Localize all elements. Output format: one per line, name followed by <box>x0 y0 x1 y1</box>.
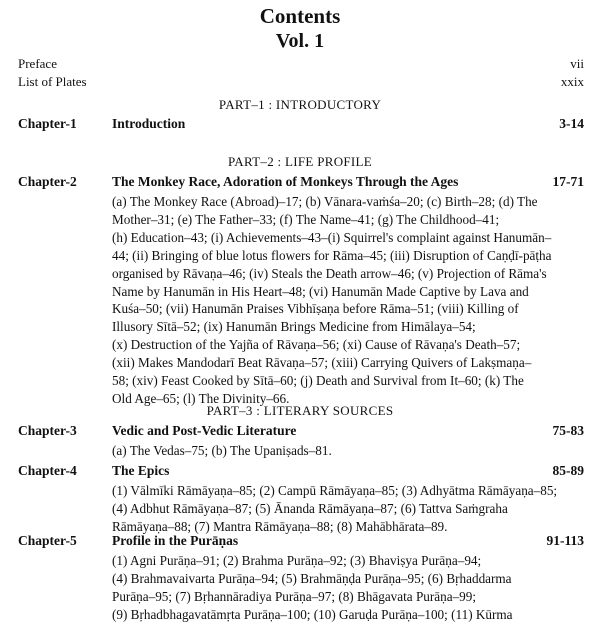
subentry-line: (xii) Makes Mandodarī Beat Rāvaṇa–57; (xiii) Carrying Quivers of Lakṣmaṇa– <box>112 355 532 371</box>
subentry-line: Mother–31; (e) The Father–33; (f) The Name–41; (g) The Childhood–41; <box>112 211 500 227</box>
chapter-pages: 91-113 <box>546 533 584 548</box>
chapter-number: Chapter-2 <box>18 174 77 189</box>
chapter-title[interactable]: Vedic and Post-Vedic Literature <box>112 423 297 438</box>
subentry-line: (x) Destruction of the Yajña of Rāvaṇa–56; (xi) Cause of Rāvaṇa's Death–57; <box>112 337 521 353</box>
chapter-subentries <box>112 552 542 624</box>
subentry-line: 44; (ii) Bringing of blue lotus flowers for Rāma–45; (iii) Disruption of Caṇḍī-pāṭha <box>112 247 552 263</box>
chapter-pages: 85-89 <box>552 463 584 478</box>
chapter-title[interactable]: The Monkey Race, Adoration of Monkeys Through the Ages <box>112 174 459 189</box>
subentry-line: (9) Bṛhadbhagavatāmṛta Purāṇa–100; (10) Garuḍa Purāṇa–100; (11) Kūrma <box>112 606 513 622</box>
subentry-line: (a) The Monkey Race (Abroad)–17; (b) Vānara-vaṁśa–20; (c) Birth–28; (d) The <box>112 194 538 209</box>
chapter-number: Chapter-5 <box>18 533 77 548</box>
part-heading: PART–2 : LIFE PROFILE <box>227 154 373 169</box>
part-heading: PART–1 : INTRODUCTORY <box>218 97 382 112</box>
chapter-number: Chapter-4 <box>18 463 77 478</box>
volume-label: Vol. 1 <box>275 30 325 52</box>
chapter-title[interactable]: Introduction <box>112 116 186 131</box>
subentry-line: (1) Agni Purāṇa–91; (2) Brahma Purāṇa–92; (3) Bhaviṣya Purāṇa–94; <box>112 553 482 568</box>
subentry-line: Purāṇa–95; (7) Bṛhannāradiya Purāṇa–97; (8) Bhāgavata Purāṇa–99; <box>112 588 477 604</box>
chapter-pages: 3-14 <box>559 116 584 131</box>
chapter-title[interactable]: The Epics <box>112 463 170 478</box>
chapter-subentries <box>112 442 542 460</box>
subentry-line: (h) Education–43; (i) Achievements–43–(i) Squirrel's complaint against Hanumān– <box>112 229 552 245</box>
chapter-number: Chapter-1 <box>18 116 77 131</box>
subentry-line: (a) The Vedas–75; (b) The Upaniṣads–81. <box>112 443 332 458</box>
subentry-line: 58; (xiv) Feast Cooked by Sītā–60; (j) Death and Survival from It–60; (k) The <box>112 373 524 389</box>
chapter-pages: 75-83 <box>552 423 584 438</box>
subentry-line: (4) Brahmavaivarta Purāṇa–94; (5) Brahmāṇḍa Purāṇa–95; (6) Bṛhaddarma <box>112 570 512 586</box>
subentry-line: (1) Vālmīki Rāmāyaṇa–85; (2) Campū Rāmāyaṇa–85; (3) Adhyātma Rāmāyaṇa–85; <box>112 483 558 498</box>
contents-title: Contents <box>259 4 341 28</box>
subentry-line: Name by Hanumān in His Heart–48; (vi) Hanumān Made Captive by Lava and <box>112 283 529 299</box>
chapter-pages: 17-71 <box>552 174 584 189</box>
subentry-line: Kuśa–50; (vii) Hanumān Praises Vibhīṣaṇa before Rāma–51; (viii) Killing of <box>112 301 519 317</box>
chapter-subentries <box>112 482 558 536</box>
front-matter-preface-page: vii <box>570 56 584 71</box>
front-matter-preface[interactable]: Preface <box>18 56 57 71</box>
subentry-line: organised by Rāvaṇa–46; (iv) Steals the Death arrow–46; (v) Projection of Rāma's <box>112 265 547 281</box>
chapter-subentries <box>112 193 552 408</box>
subentry-line: (4) Adbhut Rāmāyaṇa–87; (5) Ānanda Rāmāyaṇa–87; (6) Tattva Saṁgraha <box>112 500 508 516</box>
front-matter-plates-page: xxix <box>560 74 584 89</box>
subentry-line: Illusory Sītā–52; (ix) Hanumān Brings Medicine from Himālaya–54; <box>112 319 476 335</box>
subentry-line: Rāmāyaṇa–88; (7) Mantra Rāmāyaṇa–88; (8) Mahābhārata–89. <box>112 518 448 534</box>
chapter-title[interactable]: Profile in the Purāṇas <box>112 533 239 548</box>
front-matter-plates[interactable]: List of Plates <box>18 74 87 89</box>
part-heading: PART–3 : LITERARY SOURCES <box>206 403 394 418</box>
chapter-number: Chapter-3 <box>18 423 77 438</box>
subentry-line: Old Age–65; (l) The Divinity–66. <box>112 390 290 406</box>
